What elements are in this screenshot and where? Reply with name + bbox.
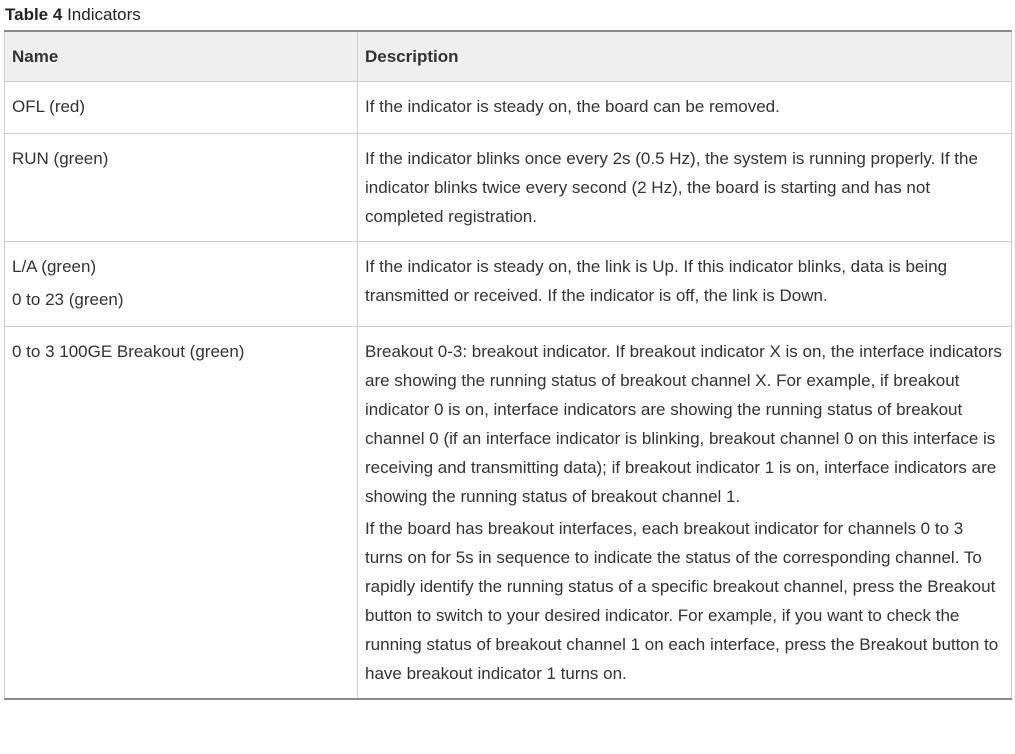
indicator-name: 0 to 23 (green): [12, 290, 124, 309]
indicator-description-cell: [358, 134, 1012, 242]
indicator-name-cell: [5, 242, 358, 327]
indicators-table: [4, 30, 1012, 700]
table-row: [5, 82, 1012, 134]
column-header-description: Description: [358, 31, 1012, 82]
indicator-description-cell: [358, 327, 1012, 700]
indicator-description: If the indicator is steady on, the board can be removed.: [365, 97, 780, 116]
table-caption-label: Table 4: [5, 5, 63, 24]
indicator-name: OFL (red): [12, 97, 86, 116]
indicator-description-cell: [358, 242, 1012, 327]
table-row: [5, 134, 1012, 242]
indicator-name: L/A (green): [12, 257, 97, 276]
indicator-name-cell: [5, 82, 358, 134]
table-row: [5, 242, 1012, 327]
column-header-name: Name: [5, 31, 358, 82]
table-caption-title: Indicators: [67, 5, 141, 24]
table-caption: [5, 4, 141, 26]
indicator-description: If the indicator blinks once every 2s (0.5 Hz), the system is running properly. If the indicator blinks twice every second (2 Hz), the board is starting and has not completed registration.: [365, 149, 978, 226]
indicator-description-paragraph: Breakout 0-3: breakout indicator. If breakout indicator X is on, the interface indicators are showing the running status of breakout channel X. For example, if breakout indicator 0 is on, interface indicators are showing the running status of breakout channel 0 (if an interface indicator is blinking, breakout channel 0 on this interface is receiving and transmitting data); if breakout indicator 1 is on, interface indicators are showing the running status of breakout channel 1.: [365, 342, 1002, 506]
indicator-description-cell: [358, 82, 1012, 134]
indicator-name: RUN (green): [12, 149, 109, 168]
indicator-description: If the indicator is steady on, the link is Up. If this indicator blinks, data is being transmitted or received. If the indicator is off, the link is Down.: [365, 257, 948, 305]
table-header-row: [5, 31, 1012, 82]
table-row: [5, 327, 1012, 700]
indicator-description-paragraph: If the board has breakout interfaces, each breakout indicator for channels 0 to 3 turns on for 5s in sequence to indicate the status of the corresponding channel. To rapidly identify the running status of a specific breakout channel, press the Breakout button to switch to your desired indicator. For example, if you want to check the running status of breakout channel 1 on each interface, press the Breakout button to have breakout indicator 1 turns on.: [365, 519, 999, 683]
indicator-name-cell: [5, 327, 358, 700]
indicator-name-cell: [5, 134, 358, 242]
indicator-name: 0 to 3 100GE Breakout (green): [12, 342, 245, 361]
